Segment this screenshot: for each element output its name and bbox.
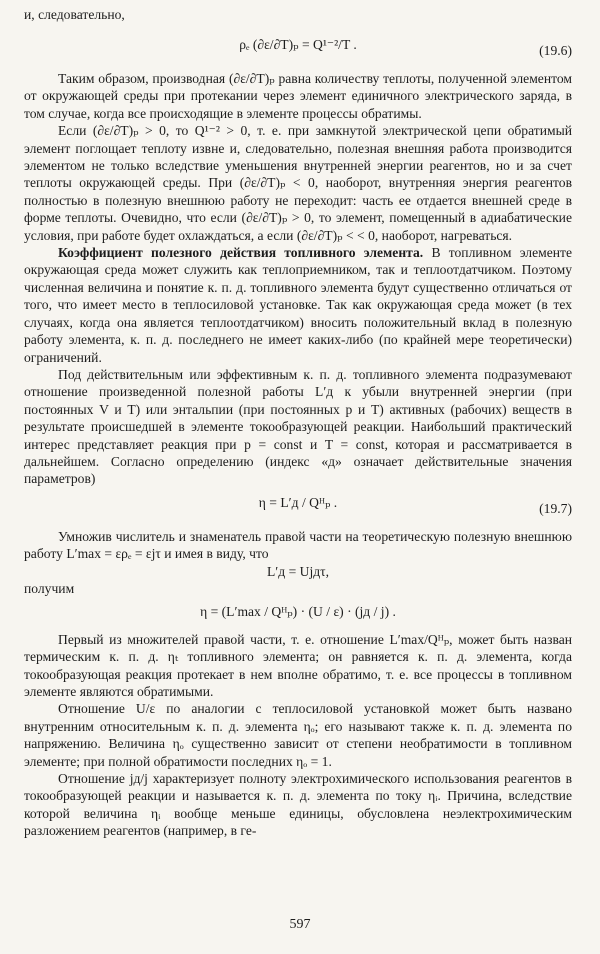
page-number: 597 — [289, 917, 311, 932]
paragraph-derivative: Таким образом, производная (∂ε/∂T)ₚ равна количеству теплоты, полученной элементом от окружающей среды при протекании через элемент единичного электрического заряда, в том случае, когда все происходящие в элементе процессы обратимы. — [24, 71, 572, 121]
paragraph-effective-efficiency: Под действительным или эффективным к. п. д. топливного элемента подразумевают отношение произведенной полезной работы L′д к убыли внутренней энергии (при постоянных V и T) или энтальпии (при постоянных p и T) активных (рабочих) веществ в результате происшедшей в элементе токообразующей реакции. Наибольший практический интерес представляет реакция при p = const и T = const, которая и рассматривается в дальнейшем. Согласно определению (индекс «д» означает действительные значения параметров) — [24, 366, 572, 487]
equation-19-6 — [24, 30, 572, 70]
equation-number: (19.7) — [539, 500, 572, 516]
text-body — [24, 30, 572, 840]
equation-formula: ρₑ (∂ε/∂T)ₚ = Q¹⁻²/T . — [239, 37, 357, 52]
paragraph-current-efficiency: Отношение jд/j характеризует полноту электрохимического использования реагентов в токообразующей реакции и называется к. п. д. элемента по току ηᵢ. Причина, вследствие которой величина ηᵢ вообще меньше единицы, обусловлена неэлектрохимическим разложением реагентов (например, в ге- — [24, 771, 572, 839]
equation-useful-work: L′д = Ujдτ, — [266, 563, 330, 579]
intro-line: и, следовательно, — [24, 7, 125, 22]
equation-19-7 — [24, 488, 572, 528]
paragraph-heat-sign: Если (∂ε/∂T)ₚ > 0, то Q¹⁻² > 0, т. е. при замкнутой электрической цепи обратимый элемент поглощает теплоту извне и, следовательно, полезная внешняя работа производится элементом не только вследствие уменьшения внутренней энергии реагентов, но и за счет теплоты окружающей среды. При (∂ε/∂T)ₚ < 0, наоборот, внутренняя энергия реагентов полностью в полезную внешнюю работу не переходит: часть ее отдается внешней среде в форме теплоты. Очевидно, что если (∂ε/∂T)ₚ > 0, то элемент, помещенный в адиабатические условия, при работе будет охлаждаться, а если (∂ε/∂T)ₚ < < 0, наоборот, нагреваться. — [24, 123, 572, 243]
section-title: Коэффициент полезного действия топливного элемента. — [58, 245, 424, 261]
paragraph-we-get: получим — [24, 580, 75, 596]
equation-eta-product: η = (L′max / Qᴴₚ) · (U / ε) · (jд / j) . — [200, 604, 396, 620]
equation-formula: η = L′д / Qᴴₚ . — [258, 494, 338, 510]
paragraph-thermal-efficiency: Первый из множителей правой части, т. е. отношение L′max/Qᴴₚ, может быть назван термическим к. п. д. ηₜ топливного элемента; он равняется к. п. д. элемента, когда токообразующая реакция протекает в нем вполне обратимо, т. е. все процессы в топливном элементе являются обратимыми. — [24, 631, 572, 699]
paragraph-multiply: Умножив числитель и знаменатель правой части на теоретическую полезную внешнюю работу L′max = ερₑ = εjτ и имея в виду, что — [24, 528, 572, 562]
equation-number: (19.6) — [539, 43, 572, 58]
paragraph-efficiency — [24, 244, 572, 366]
paragraph-efficiency-text: В топливном элементе окружающая среда может служить как теплоприемником, так и теплоотдатчиком. Поэтому численная величина и понятие к. п. д. топливного элемента будут существенно отличаться от того, что имеет место в теплосиловой установке. Так как окружающая среда может (в тех случаях, когда она является теплоотдатчиком) вносить положительный вклад в полезную работу элемента, к. п. д. последнего не имеет каких-либо (по крайней мере теоретически) ограничений. — [24, 245, 572, 365]
paragraph-voltage-efficiency: Отношение U/ε по аналогии с теплосиловой установкой может быть названо внутренним относительным к. п. д. элемента ηₒ; его называют также к. п. д. элемента по напряжению. Величина ηₒ существенно зависит от степени необратимости в топливном элементе; при полной обратимости последних ηₒ = 1. — [24, 701, 572, 769]
